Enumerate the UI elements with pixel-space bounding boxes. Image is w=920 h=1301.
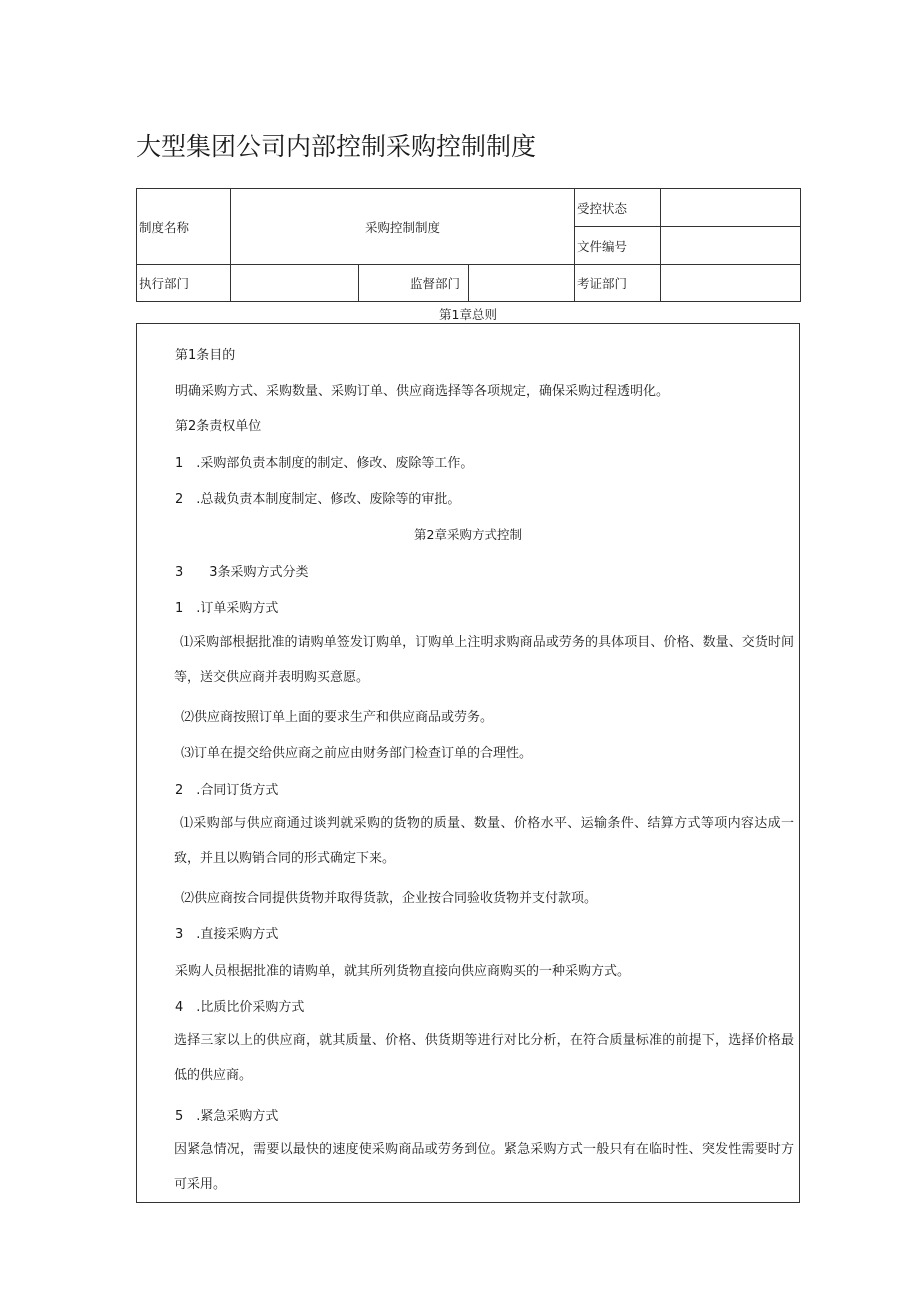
method-3-paragraph-1: 采购人员根据批准的请购单，就其所列货物直接向供应商购买的一种采购方式。: [175, 964, 631, 979]
exec-dept-label: 执行部门: [137, 265, 231, 302]
article-1-title: 第1条目的: [175, 348, 236, 363]
article-2-item-2: 2 .总裁负责本制度制定、修改、废除等的审批。: [175, 492, 461, 507]
review-dept-value: [661, 265, 801, 302]
method-5-title: 5 .紧急采购方式: [175, 1109, 279, 1124]
method-2-paragraph-2: ⑵供应商按合同提供货物并取得货款，企业按合同验收货物并支付款项。: [181, 891, 598, 906]
chapter-2-heading: 第2章采购方式控制: [414, 527, 522, 542]
page-title: 大型集团公司内部控制采购控制制度: [136, 132, 537, 161]
supervise-dept-label: 监督部门: [359, 265, 469, 302]
method-2-title: 2 .合同订货方式: [175, 783, 279, 798]
file-no-value: [661, 227, 801, 265]
control-status-label: 受控状态: [575, 189, 661, 227]
method-1-title: 1 .订单采购方式: [175, 601, 279, 616]
content-box: [136, 323, 800, 1203]
method-5-paragraph-1: 因紧急情况，需要以最快的速度使采购商品或劳务到位。紧急采购方式一般只有在临时性、突发性需要时方可采用。: [174, 1142, 794, 1192]
method-4-title: 4 .比质比价采购方式: [175, 1000, 305, 1015]
name-label: 制度名称: [137, 189, 231, 265]
file-no-label: 文件编号: [575, 227, 661, 265]
exec-dept-value: [231, 265, 359, 302]
method-1-paragraph-1: ⑴采购部根据批准的请购单签发订购单，订购单上注明求购商品或劳务的具体项目、价格、数量、交货时间等，送交供应商并表明购买意愿。: [174, 635, 794, 685]
method-3-title: 3 .直接采购方式: [175, 927, 279, 942]
article-2-title: 第2条责权单位: [175, 419, 262, 434]
header-table: [136, 188, 801, 302]
supervise-dept-value: [469, 265, 575, 302]
method-1-paragraph-3: ⑶订单在提交给供应商之前应由财务部门检查订单的合理性。: [181, 746, 533, 761]
name-value: 采购控制制度: [231, 189, 575, 265]
method-1-paragraph-2: ⑵供应商按照订单上面的要求生产和供应商品或劳务。: [181, 710, 494, 725]
article-3-title: 3 3条采购方式分类: [175, 565, 309, 580]
review-dept-label: 考证部门: [575, 265, 661, 302]
method-2-paragraph-1: ⑴采购部与供应商通过谈判就采购的货物的质量、数量、价格水平、运输条件、结算方式等项内容达成一致，并且以购销合同的形式确定下来。: [174, 816, 794, 866]
chapter-1-heading: 第1章总则: [439, 307, 497, 322]
article-1-text: 明确采购方式、采购数量、采购订单、供应商选择等各项规定，确保采购过程透明化。: [175, 384, 670, 399]
control-status-value: [661, 189, 801, 227]
article-2-item-1: 1 .采购部负责本制度的制定、修改、废除等工作。: [175, 456, 474, 471]
method-4-paragraph-1: 选择三家以上的供应商，就其质量、价格、供货期等进行对比分析，在符合质量标准的前提下，选择价格最低的供应商。: [174, 1033, 794, 1083]
